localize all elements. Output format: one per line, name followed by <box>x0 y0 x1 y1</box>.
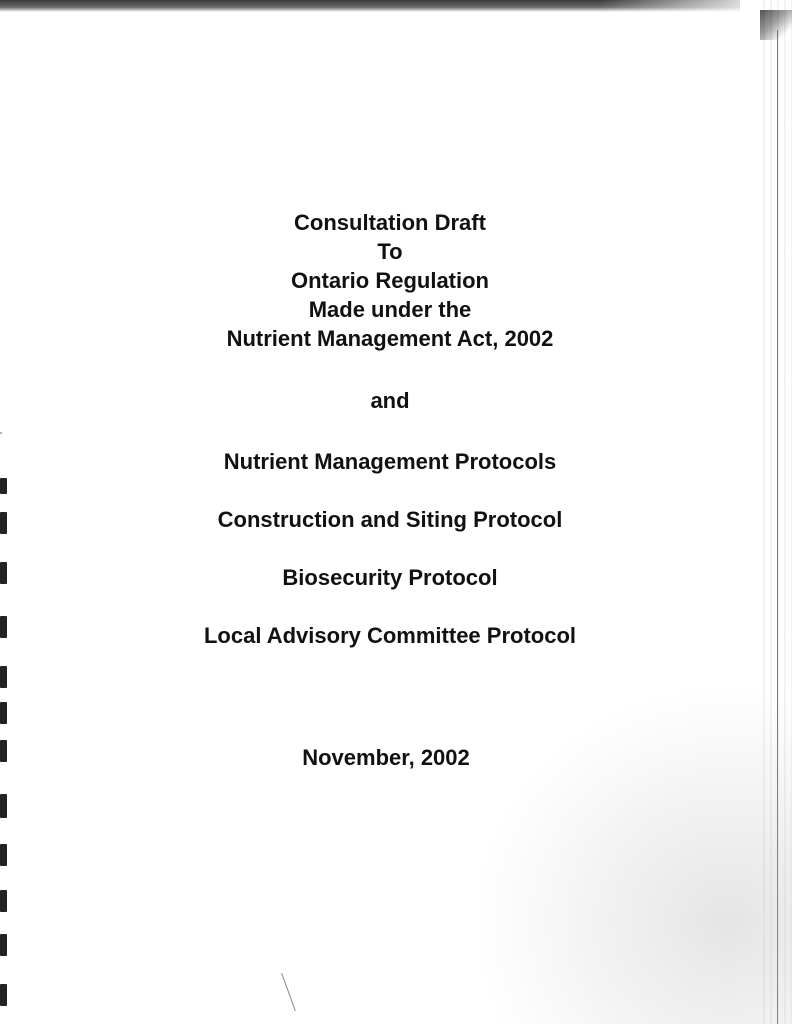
title-line: Ontario Regulation <box>291 268 489 293</box>
conjunction-and: and <box>370 388 410 413</box>
document-date: November, 2002 <box>302 745 470 770</box>
binding-hole <box>0 984 7 1006</box>
scan-top-edge-fade <box>600 0 760 12</box>
title-line: Made under the <box>308 297 472 322</box>
title-line: To <box>377 239 403 264</box>
title-line: Nutrient Management Act, 2002 <box>226 326 554 351</box>
title-line: Consultation Draft <box>294 210 486 235</box>
binding-hole <box>0 432 2 434</box>
binding-hole <box>0 702 7 724</box>
binding-hole <box>0 934 7 956</box>
protocol-biosecurity: Biosecurity Protocol <box>282 565 498 590</box>
protocol-local-advisory-committee: Local Advisory Committee Protocol <box>203 623 577 648</box>
binding-hole <box>0 890 7 912</box>
binding-hole <box>0 666 7 688</box>
protocol-nutrient-management: Nutrient Management Protocols <box>223 449 557 474</box>
document-title <box>0 208 780 353</box>
binding-hole <box>0 794 7 818</box>
scan-stray-mark <box>281 973 296 1011</box>
binding-hole <box>0 844 7 866</box>
protocol-construction-siting: Construction and Siting Protocol <box>217 507 563 532</box>
binding-hole <box>0 478 7 494</box>
scan-speckle-area <box>472 684 792 1024</box>
